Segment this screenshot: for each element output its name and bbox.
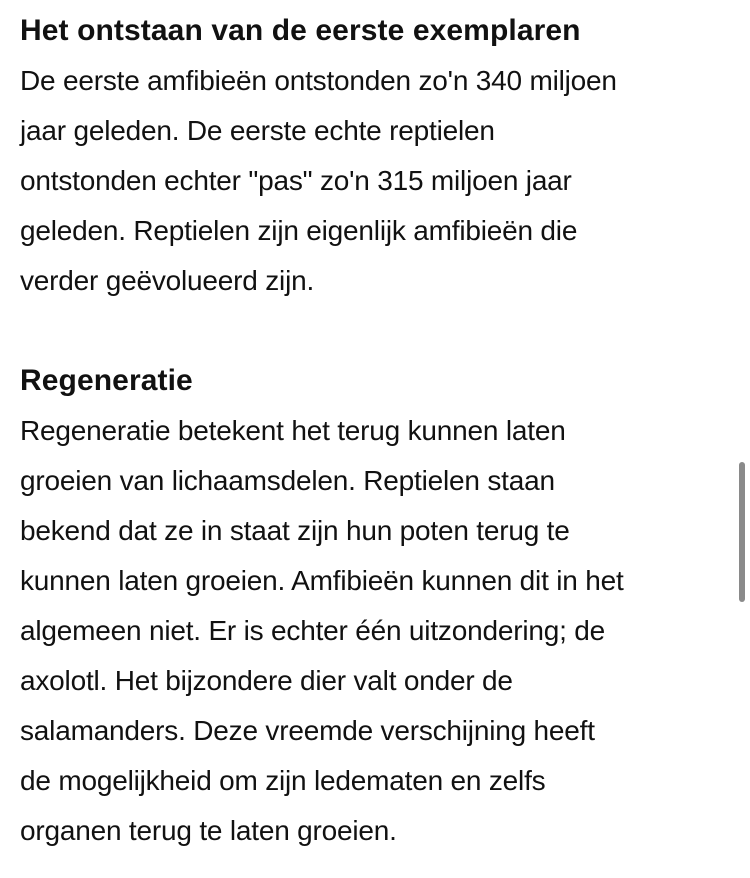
section-title-regeneration: Regeneratie (20, 364, 193, 397)
body-line: verder geëvolueerd zijn. (20, 265, 315, 296)
body-line: De eerste amfibieën ontstonden zo'n 340 miljoen (20, 65, 617, 96)
body-line: salamanders. Deze vreemde verschijning heeft (20, 715, 595, 746)
section-body-regeneration (20, 406, 732, 856)
body-line: organen terug te laten groeien. (20, 815, 397, 846)
body-line: ontstonden echter "pas" zo'n 315 miljoen jaar (20, 165, 572, 196)
body-line: bekend dat ze in staat zijn hun poten terug te (20, 515, 570, 546)
body-line: de mogelijkheid om zijn ledematen en zelfs (20, 765, 546, 796)
section-body-origin (20, 56, 732, 306)
section-title-origin: Het ontstaan van de eerste exemplaren (20, 14, 581, 47)
body-line: axolotl. Het bijzondere dier valt onder de (20, 665, 513, 696)
body-line: algemeen niet. Er is echter één uitzondering; de (20, 615, 605, 646)
article-content (20, 6, 732, 856)
body-line: Regeneratie betekent het terug kunnen laten (20, 415, 566, 446)
scrollbar-thumb[interactable] (739, 462, 745, 602)
body-line: jaar geleden. De eerste echte reptielen (20, 115, 495, 146)
body-line: kunnen laten groeien. Amfibieën kunnen dit in het (20, 565, 624, 596)
section-spacer (20, 306, 732, 356)
body-line: groeien van lichaamsdelen. Reptielen staan (20, 465, 555, 496)
body-line: geleden. Reptielen zijn eigenlijk amfibieën die (20, 215, 578, 246)
